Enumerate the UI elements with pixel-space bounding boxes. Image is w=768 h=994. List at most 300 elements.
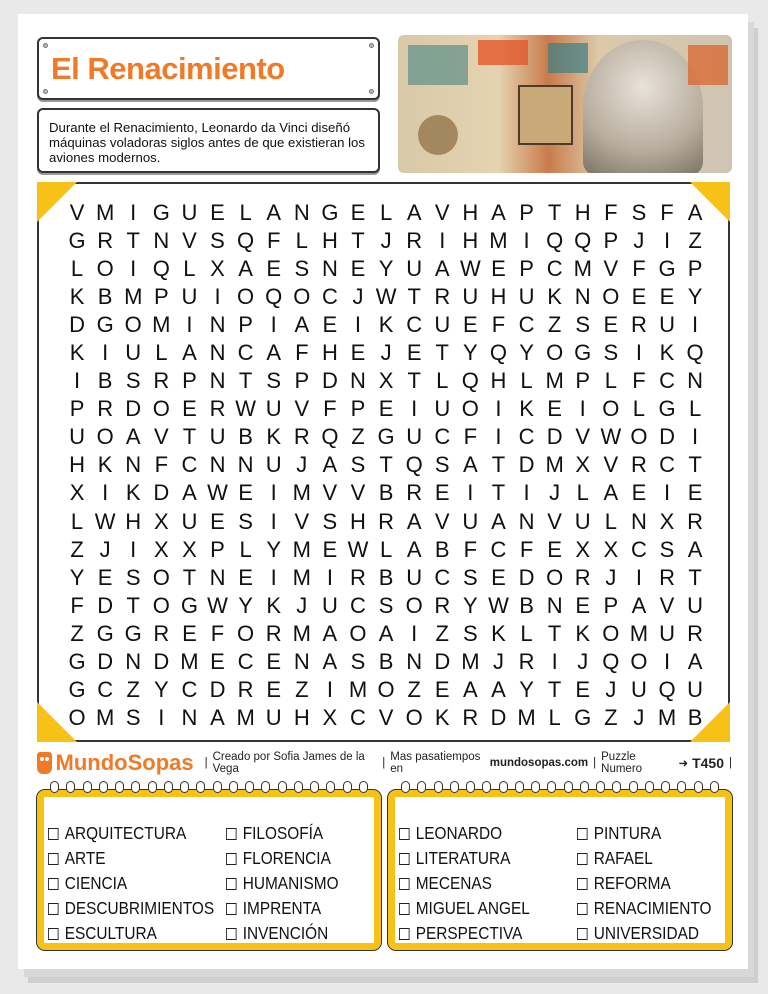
grid-letter[interactable]: E	[547, 536, 562, 562]
grid-letter[interactable]: G	[68, 676, 86, 702]
grid-letter[interactable]: S	[463, 564, 478, 590]
grid-letter[interactable]: R	[293, 424, 310, 450]
grid-letter[interactable]: I	[270, 508, 277, 534]
grid-letter[interactable]: D	[490, 704, 507, 730]
grid-letter[interactable]: U	[406, 256, 423, 282]
word-item[interactable]	[48, 871, 198, 896]
grid-letter[interactable]: X	[69, 480, 85, 506]
grid-letter[interactable]: F	[660, 200, 674, 225]
grid-letter[interactable]: T	[407, 368, 421, 394]
grid-letter[interactable]: O	[152, 592, 170, 618]
grid-letter[interactable]: E	[238, 480, 253, 506]
grid-letter[interactable]: F	[632, 256, 646, 282]
checkbox[interactable]	[48, 928, 59, 940]
grid-letter[interactable]: A	[687, 200, 703, 225]
grid-letter[interactable]: U	[181, 508, 198, 534]
grid-letter[interactable]: A	[378, 620, 394, 646]
grid-letter[interactable]: M	[545, 368, 564, 394]
grid-letter[interactable]: V	[69, 200, 85, 225]
grid-letter[interactable]: F	[210, 620, 225, 646]
grid-letter[interactable]: I	[663, 480, 671, 506]
grid-letter[interactable]: D	[659, 424, 675, 450]
grid-letter[interactable]: U	[462, 508, 479, 534]
grid-letter[interactable]: J	[380, 228, 392, 254]
grid-letter[interactable]: K	[125, 480, 141, 506]
grid-letter[interactable]: O	[124, 312, 142, 338]
grid-letter[interactable]: E	[350, 256, 366, 282]
grid-letter[interactable]: S	[210, 228, 225, 254]
grid-letter[interactable]: K	[659, 340, 675, 366]
grid-letter[interactable]: O	[546, 340, 564, 366]
grid-letter[interactable]: A	[406, 508, 422, 534]
grid-letter[interactable]: U	[630, 676, 647, 702]
grid-letter[interactable]: V	[659, 592, 675, 618]
grid-letter[interactable]: J	[549, 480, 561, 506]
grid-letter[interactable]: B	[378, 480, 394, 506]
grid-letter[interactable]: E	[463, 312, 478, 338]
grid-letter[interactable]: E	[210, 648, 225, 674]
grid-letter[interactable]: Q	[237, 228, 255, 254]
grid-letter[interactable]: L	[239, 200, 252, 225]
grid-letter[interactable]: A	[406, 200, 422, 225]
grid-letter[interactable]: V	[153, 424, 169, 450]
grid-letter[interactable]: Z	[70, 620, 84, 646]
grid-letter[interactable]: G	[68, 228, 86, 254]
grid-letter[interactable]: V	[322, 480, 338, 506]
grid-letter[interactable]: B	[378, 648, 394, 674]
grid-letter[interactable]: I	[130, 536, 137, 562]
grid-letter[interactable]: M	[236, 704, 255, 730]
checkbox[interactable]	[399, 903, 410, 915]
grid-letter[interactable]: A	[322, 620, 338, 646]
grid-letter[interactable]: J	[352, 284, 364, 310]
grid-letter[interactable]: X	[603, 536, 619, 562]
grid-letter[interactable]: K	[69, 284, 85, 310]
grid-letter[interactable]: A	[603, 480, 619, 506]
grid-letter[interactable]: N	[125, 452, 142, 478]
word-item[interactable]	[226, 846, 376, 871]
grid-letter[interactable]: R	[687, 508, 704, 534]
grid-letter[interactable]: L	[548, 704, 561, 730]
grid-letter[interactable]: P	[238, 312, 253, 338]
grid-letter[interactable]: Q	[321, 424, 339, 450]
grid-letter[interactable]: D	[321, 368, 338, 394]
grid-letter[interactable]: R	[97, 396, 114, 422]
grid-letter[interactable]: P	[519, 200, 534, 225]
grid-letter[interactable]: H	[321, 228, 338, 254]
grid-letter[interactable]: N	[687, 368, 704, 394]
grid-letter[interactable]: L	[688, 396, 702, 422]
grid-letter[interactable]: E	[350, 340, 366, 366]
grid-letter[interactable]: M	[292, 564, 311, 590]
grid-letter[interactable]: H	[293, 704, 310, 730]
grid-letter[interactable]: C	[237, 648, 254, 674]
grid-letter[interactable]: R	[630, 452, 647, 478]
grid-letter[interactable]: T	[182, 424, 197, 450]
grid-letter[interactable]: D	[125, 396, 142, 422]
grid-letter[interactable]: N	[209, 452, 226, 478]
grid-letter[interactable]: G	[321, 200, 339, 225]
grid-letter[interactable]: O	[405, 704, 423, 730]
grid-letter[interactable]: R	[574, 564, 591, 590]
grid-letter[interactable]: N	[406, 648, 423, 674]
word-item[interactable]	[226, 896, 376, 921]
grid-letter[interactable]: L	[379, 536, 393, 562]
grid-letter[interactable]: J	[296, 592, 308, 618]
grid-letter[interactable]: D	[153, 648, 170, 674]
grid-letter[interactable]: P	[519, 256, 534, 282]
grid-letter[interactable]: I	[186, 312, 193, 338]
grid-letter[interactable]: M	[573, 256, 592, 282]
grid-letter[interactable]: N	[574, 284, 591, 310]
grid-letter[interactable]: X	[575, 536, 591, 562]
grid-letter[interactable]: Y	[687, 284, 703, 310]
grid-letter[interactable]: Z	[435, 620, 449, 646]
grid-letter[interactable]: P	[294, 368, 310, 394]
word-item[interactable]	[577, 846, 727, 871]
grid-letter[interactable]: A	[322, 452, 338, 478]
grid-letter[interactable]: F	[519, 536, 534, 562]
grid-letter[interactable]: T	[407, 284, 421, 310]
grid-letter[interactable]: Y	[463, 340, 478, 366]
checkbox[interactable]	[226, 828, 237, 840]
grid-letter[interactable]: J	[605, 564, 617, 590]
grid-letter[interactable]: I	[692, 424, 699, 450]
grid-letter[interactable]: G	[574, 340, 592, 366]
grid-letter[interactable]: Q	[574, 228, 592, 254]
grid-letter[interactable]: A	[266, 200, 282, 225]
grid-letter[interactable]: Q	[658, 676, 676, 702]
checkbox[interactable]	[577, 878, 588, 890]
grid-letter[interactable]: L	[576, 480, 589, 506]
grid-letter[interactable]: M	[95, 200, 115, 225]
grid-letter[interactable]: K	[266, 592, 282, 618]
grid-letter[interactable]: T	[491, 480, 506, 506]
grid-letter[interactable]: O	[96, 256, 114, 282]
grid-letter[interactable]: I	[635, 564, 642, 590]
grid-letter[interactable]: T	[435, 340, 449, 366]
grid-letter[interactable]: G	[574, 704, 592, 730]
grid-letter[interactable]: I	[495, 396, 502, 422]
grid-letter[interactable]: K	[547, 284, 562, 310]
grid-letter[interactable]: Y	[378, 256, 394, 282]
checkbox[interactable]	[399, 928, 410, 940]
grid-letter[interactable]: V	[294, 508, 310, 534]
checkbox[interactable]	[48, 903, 59, 915]
grid-letter[interactable]: R	[237, 676, 254, 702]
grid-letter[interactable]: I	[523, 228, 530, 254]
grid-letter[interactable]: E	[491, 256, 506, 282]
grid-letter[interactable]: V	[434, 508, 450, 534]
grid-letter[interactable]: C	[181, 676, 198, 702]
grid-letter[interactable]: I	[467, 480, 474, 506]
grid-letter[interactable]: K	[378, 312, 394, 338]
grid-letter[interactable]: I	[635, 340, 642, 366]
checkbox[interactable]	[226, 903, 237, 915]
grid-letter[interactable]: L	[295, 228, 308, 254]
grid-letter[interactable]: D	[97, 592, 114, 618]
grid-letter[interactable]: Y	[238, 592, 253, 618]
grid-letter[interactable]: L	[604, 368, 617, 394]
grid-letter[interactable]: S	[659, 536, 675, 562]
grid-letter[interactable]: W	[207, 592, 228, 618]
grid-letter[interactable]: G	[152, 200, 170, 225]
grid-letter[interactable]: U	[574, 508, 591, 534]
grid-letter[interactable]: H	[490, 368, 507, 394]
grid-letter[interactable]: Z	[688, 228, 702, 254]
grid-letter[interactable]: A	[631, 592, 647, 618]
grid-letter[interactable]: A	[210, 704, 225, 730]
grid-letter[interactable]: E	[603, 312, 619, 338]
grid-letter[interactable]: Z	[295, 676, 309, 702]
grid-letter[interactable]: L	[239, 536, 252, 562]
grid-letter[interactable]: P	[153, 284, 169, 310]
word-item[interactable]	[48, 896, 215, 921]
grid-letter[interactable]: S	[350, 648, 366, 674]
grid-letter[interactable]: N	[209, 368, 226, 394]
grid-letter[interactable]: Z	[407, 676, 421, 702]
grid-letter[interactable]: D	[518, 564, 535, 590]
grid-letter[interactable]: B	[687, 704, 703, 730]
grid-letter[interactable]: P	[210, 536, 225, 562]
grid-letter[interactable]: C	[546, 256, 563, 282]
grid-letter[interactable]: T	[547, 676, 562, 702]
grid-letter[interactable]: I	[523, 480, 530, 506]
word-item[interactable]	[577, 871, 727, 896]
grid-letter[interactable]: V	[603, 452, 619, 478]
grid-letter[interactable]: T	[182, 564, 197, 590]
grid-letter[interactable]: L	[520, 368, 533, 394]
grid-letter[interactable]: E	[322, 312, 338, 338]
grid-letter[interactable]: B	[97, 368, 113, 394]
grid-letter[interactable]: O	[68, 704, 86, 730]
grid-letter[interactable]: S	[631, 200, 647, 225]
grid-letter[interactable]: M	[292, 536, 311, 562]
grid-letter[interactable]: N	[630, 508, 647, 534]
checkbox[interactable]	[577, 828, 588, 840]
checkbox[interactable]	[226, 928, 237, 940]
grid-letter[interactable]: U	[687, 676, 704, 702]
grid-letter[interactable]: V	[575, 424, 591, 450]
grid-letter[interactable]: R	[434, 592, 451, 618]
grid-letter[interactable]: B	[434, 536, 450, 562]
word-item[interactable]	[399, 896, 549, 921]
grid-letter[interactable]: O	[405, 592, 423, 618]
grid-letter[interactable]: M	[180, 648, 199, 674]
grid-letter[interactable]: W	[600, 424, 622, 450]
grid-letter[interactable]: O	[602, 284, 620, 310]
grid-letter[interactable]: P	[687, 256, 703, 282]
checkbox[interactable]	[226, 853, 237, 865]
grid-letter[interactable]: N	[125, 648, 142, 674]
grid-letter[interactable]: O	[293, 284, 311, 310]
grid-letter[interactable]: P	[575, 368, 591, 394]
checkbox[interactable]	[399, 878, 410, 890]
grid-letter[interactable]: C	[406, 312, 423, 338]
grid-letter[interactable]: L	[379, 200, 393, 225]
grid-letter[interactable]: H	[350, 508, 366, 534]
grid-letter[interactable]: I	[411, 620, 418, 646]
grid-letter[interactable]: A	[491, 200, 506, 225]
grid-letter[interactable]: J	[633, 704, 645, 730]
grid-letter[interactable]: G	[68, 648, 86, 674]
grid-letter[interactable]: D	[546, 424, 563, 450]
grid-letter[interactable]: T	[688, 564, 702, 590]
grid-letter[interactable]: B	[238, 424, 253, 450]
grid-letter[interactable]: W	[347, 536, 369, 562]
grid-letter[interactable]: E	[406, 340, 422, 366]
grid-letter[interactable]: V	[350, 480, 366, 506]
grid-letter[interactable]: K	[575, 620, 591, 646]
grid-letter[interactable]: L	[70, 256, 84, 282]
grid-letter[interactable]: C	[659, 368, 675, 394]
grid-letter[interactable]: M	[95, 704, 115, 730]
grid-letter[interactable]: D	[97, 648, 114, 674]
grid-letter[interactable]: O	[630, 424, 648, 450]
grid-letter[interactable]: U	[265, 396, 282, 422]
grid-letter[interactable]: M	[348, 676, 368, 702]
checkbox[interactable]	[399, 828, 410, 840]
grid-letter[interactable]: G	[96, 620, 114, 646]
grid-letter[interactable]: F	[463, 536, 478, 562]
grid-letter[interactable]: A	[266, 340, 282, 366]
grid-letter[interactable]: U	[659, 312, 675, 338]
grid-letter[interactable]: F	[154, 452, 169, 478]
grid-letter[interactable]: A	[182, 480, 197, 506]
grid-letter[interactable]: Y	[463, 592, 478, 618]
grid-letter[interactable]: K	[434, 704, 450, 730]
grid-letter[interactable]: K	[266, 424, 282, 450]
grid-letter[interactable]: S	[378, 592, 394, 618]
grid-letter[interactable]: Z	[351, 424, 365, 450]
grid-letter[interactable]: O	[602, 396, 620, 422]
grid-letter[interactable]: C	[181, 452, 198, 478]
grid-letter[interactable]: K	[97, 452, 113, 478]
grid-letter[interactable]: Y	[69, 564, 85, 590]
grid-letter[interactable]: U	[181, 200, 198, 225]
grid-letter[interactable]: U	[434, 312, 451, 338]
grid-letter[interactable]: O	[237, 620, 255, 646]
grid-letter[interactable]: H	[69, 452, 85, 478]
grid-letter[interactable]: X	[378, 368, 394, 394]
grid-letter[interactable]: R	[265, 620, 282, 646]
grid-letter[interactable]: U	[518, 284, 535, 310]
grid-letter[interactable]: Q	[265, 284, 283, 310]
grid-letter[interactable]: C	[490, 536, 507, 562]
checkbox[interactable]	[48, 853, 59, 865]
grid-letter[interactable]: U	[434, 396, 451, 422]
grid-letter[interactable]: E	[182, 620, 197, 646]
grid-letter[interactable]: C	[630, 536, 647, 562]
grid-letter[interactable]: U	[687, 592, 704, 618]
grid-letter[interactable]: W	[94, 508, 116, 534]
grid-letter[interactable]: I	[102, 340, 109, 366]
grid-letter[interactable]: I	[354, 312, 362, 338]
checkbox[interactable]	[226, 878, 237, 890]
grid-letter[interactable]: G	[658, 256, 676, 282]
grid-letter[interactable]: C	[518, 312, 535, 338]
grid-letter[interactable]: E	[378, 396, 394, 422]
grid-letter[interactable]: E	[434, 676, 450, 702]
grid-letter[interactable]: A	[406, 536, 422, 562]
grid-letter[interactable]: J	[577, 648, 589, 674]
grid-letter[interactable]: A	[491, 676, 506, 702]
grid-letter[interactable]: P	[603, 592, 619, 618]
grid-letter[interactable]: R	[209, 396, 226, 422]
grid-letter[interactable]: J	[633, 228, 645, 254]
grid-letter[interactable]: D	[153, 480, 170, 506]
grid-letter[interactable]: N	[518, 508, 535, 534]
grid-letter[interactable]: Y	[519, 676, 534, 702]
grid-letter[interactable]: E	[575, 676, 591, 702]
grid-letter[interactable]: E	[238, 564, 253, 590]
grid-letter[interactable]: M	[152, 312, 171, 338]
grid-letter[interactable]: T	[379, 452, 393, 478]
grid-letter[interactable]: H	[462, 200, 479, 225]
grid-letter[interactable]: X	[182, 536, 197, 562]
grid-letter[interactable]: Q	[546, 228, 564, 254]
grid-letter[interactable]: I	[270, 564, 277, 590]
grid-letter[interactable]: A	[238, 256, 253, 282]
grid-letter[interactable]: H	[462, 228, 479, 254]
grid-letter[interactable]: W	[375, 284, 397, 310]
grid-letter[interactable]: T	[126, 228, 140, 254]
checkbox[interactable]	[577, 903, 588, 915]
grid-letter[interactable]: T	[547, 620, 562, 646]
grid-letter[interactable]: E	[631, 284, 647, 310]
grid-letter[interactable]: R	[434, 284, 451, 310]
grid-letter[interactable]: M	[461, 648, 480, 674]
grid-letter[interactable]: U	[406, 564, 423, 590]
grid-letter[interactable]: R	[406, 480, 423, 506]
grid-letter[interactable]: A	[125, 424, 141, 450]
grid-letter[interactable]: F	[323, 396, 337, 422]
grid-letter[interactable]: S	[238, 508, 253, 534]
word-item[interactable]	[399, 921, 549, 946]
grid-letter[interactable]: P	[69, 396, 85, 422]
word-item[interactable]	[226, 871, 376, 896]
grid-letter[interactable]: F	[266, 228, 281, 254]
grid-letter[interactable]: V	[378, 704, 394, 730]
grid-letter[interactable]: S	[125, 704, 141, 730]
grid-letter[interactable]: C	[97, 676, 114, 702]
grid-letter[interactable]: O	[349, 620, 367, 646]
grid-letter[interactable]: E	[491, 564, 506, 590]
grid-letter[interactable]: S	[575, 312, 591, 338]
word-item[interactable]	[399, 846, 549, 871]
grid-letter[interactable]: L	[520, 620, 533, 646]
grid-letter[interactable]: F	[604, 200, 618, 225]
grid-letter[interactable]: S	[266, 368, 282, 394]
grid-letter[interactable]: E	[631, 480, 647, 506]
grid-letter[interactable]: G	[658, 396, 676, 422]
word-item[interactable]	[48, 821, 198, 846]
checkbox[interactable]	[399, 853, 410, 865]
grid-letter[interactable]: E	[182, 396, 197, 422]
grid-letter[interactable]: N	[350, 368, 366, 394]
grid-letter[interactable]: X	[153, 508, 169, 534]
grid-letter[interactable]: D	[209, 676, 226, 702]
grid-letter[interactable]: E	[575, 592, 591, 618]
word-item[interactable]	[577, 896, 727, 921]
grid-letter[interactable]: P	[350, 396, 366, 422]
grid-letter[interactable]: O	[237, 284, 255, 310]
grid-letter[interactable]: I	[411, 396, 418, 422]
grid-letter[interactable]: W	[207, 480, 228, 506]
grid-letter[interactable]: X	[210, 256, 225, 282]
grid-letter[interactable]: X	[659, 508, 675, 534]
grid-letter[interactable]: D	[69, 312, 85, 338]
